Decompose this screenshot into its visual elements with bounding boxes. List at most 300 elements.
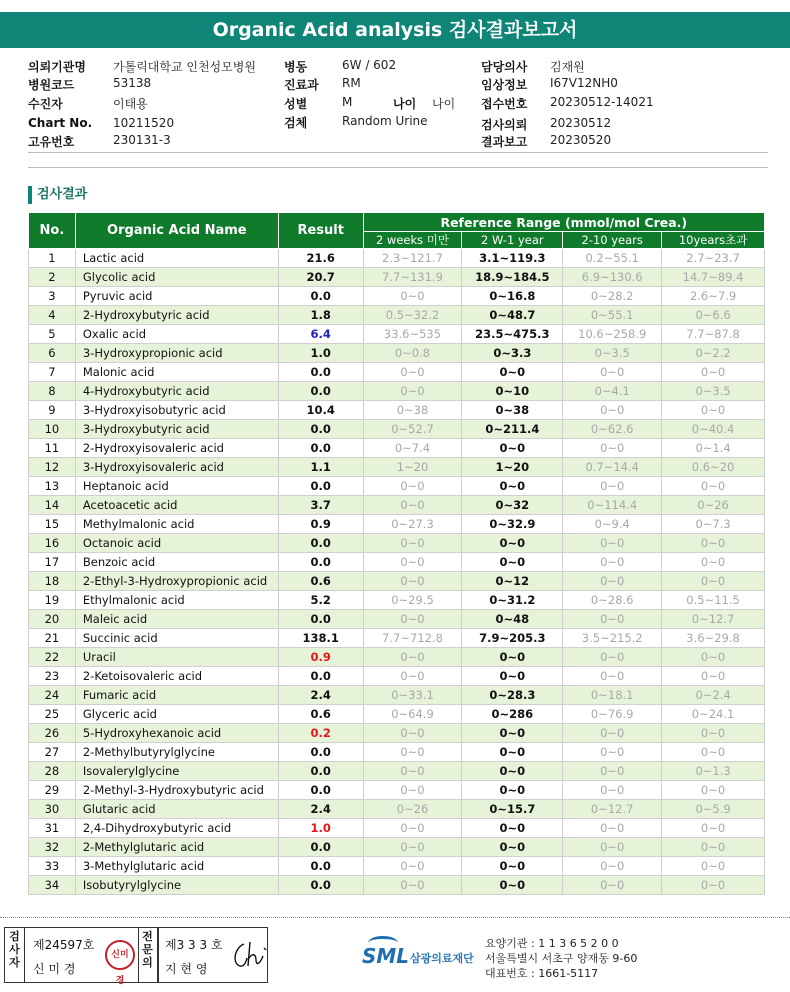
result-value: 0.0 [278,876,363,895]
result-value: 0.0 [278,762,363,781]
acid-name: 2-Methylglutaric acid [75,838,278,857]
acid-name: Benzoic acid [75,553,278,572]
info-value: 나이 [432,97,456,111]
ref-2-10y: 0~76.9 [563,705,662,724]
ref-over-10y: 0~0 [662,819,765,838]
ref-2w-1y: 0~0 [462,762,563,781]
ref-under-2w: 0~27.3 [363,515,462,534]
table-row [29,876,765,895]
info-label: 접수번호 [481,97,528,111]
result-value: 1.0 [278,344,363,363]
info-label: 의뢰기관명 [28,60,86,74]
acid-name: 2-Hydroxybutyric acid [75,306,278,325]
row-no: 3 [29,287,76,306]
ref-under-2w: 0~33.1 [363,686,462,705]
ref-over-10y: 0~0 [662,724,765,743]
ref-over-10y: 0~7.3 [662,515,765,534]
ref-2w-1y: 0~0 [462,553,563,572]
ref-2-10y: 0~0 [563,477,662,496]
result-value: 0.0 [278,781,363,800]
table-row [29,534,765,553]
acid-name: Methylmalonic acid [75,515,278,534]
acid-name: 2-Ethyl-3-Hydroxypropionic acid [75,572,278,591]
table-row [29,705,765,724]
ref-2-10y: 0~28.6 [563,591,662,610]
ref-under-2w: 0~0 [363,648,462,667]
row-no: 27 [29,743,76,762]
row-no: 23 [29,667,76,686]
info-value: 20230520 [550,133,612,147]
signature-box [4,927,268,986]
info-value: RM [342,76,361,90]
ref-under-2w: 0~0 [363,572,462,591]
info-label: 임상정보 [481,78,528,92]
ref-over-10y: 0~0 [662,534,765,553]
ref-2-10y: 0~0 [563,724,662,743]
ref-2w-1y: 0~0 [462,838,563,857]
result-value: 0.0 [278,382,363,401]
row-no: 30 [29,800,76,819]
ref-under-2w: 0~0.8 [363,344,462,363]
ref-2-10y: 0~0 [563,876,662,895]
ref-2-10y: 0~0 [563,648,662,667]
table-row [29,401,765,420]
row-no: 9 [29,401,76,420]
ref-under-2w: 0~52.7 [363,420,462,439]
ref-2w-1y: 0~15.7 [462,800,563,819]
acid-name: Succinic acid [75,629,278,648]
ref-over-10y: 0~0 [662,572,765,591]
row-no: 2 [29,268,76,287]
ref-under-2w: 0~0 [363,382,462,401]
info-label: 성별 [284,97,308,111]
ref-2w-1y: 0~0 [462,781,563,800]
ref-over-10y: 0~0 [662,667,765,686]
info-value: 20230512-14021 [550,95,654,109]
address-line: 요양기관 : 1 1 3 6 5 2 0 0 [485,937,619,950]
table-row [29,458,765,477]
ref-2-10y: 0~0 [563,572,662,591]
org-name: 삼광의료재단 [410,952,474,965]
ref-under-2w: 1~20 [363,458,462,477]
ref-2-10y: 0~4.1 [563,382,662,401]
ref-over-10y: 0~0 [662,477,765,496]
result-value: 0.0 [278,838,363,857]
ref-over-10y: 0~0 [662,781,765,800]
row-no: 33 [29,857,76,876]
acid-name: 2-Ketoisovaleric acid [75,667,278,686]
ref-under-2w: 0~0 [363,762,462,781]
info-value: 230131-3 [113,133,171,147]
section-title: 검사결과 [28,186,87,204]
row-no: 10 [29,420,76,439]
info-label: 고유번호 [28,135,75,149]
ref-under-2w: 0~7.4 [363,439,462,458]
table-row [29,743,765,762]
ref-2w-1y: 0~32 [462,496,563,515]
result-value: 0.0 [278,610,363,629]
ref-2w-1y: 0~48.7 [462,306,563,325]
col-header-range: 2 W-1 year [462,232,563,249]
col-header-range: 2 weeks 미만 [363,232,462,249]
ref-2w-1y: 23.5~475.3 [462,325,563,344]
table-row [29,629,765,648]
patient-info [28,55,768,149]
info-value: 가톨릭대학교 인천성모병원 [113,60,256,74]
ref-2w-1y: 0~0 [462,648,563,667]
row-no: 26 [29,724,76,743]
ref-2w-1y: 0~28.3 [462,686,563,705]
acid-name: Malonic acid [75,363,278,382]
ref-2-10y: 0~114.4 [563,496,662,515]
acid-name: Isovalerylglycine [75,762,278,781]
ref-2w-1y: 0~0 [462,439,563,458]
ref-under-2w: 33.6~535 [363,325,462,344]
result-value: 0.0 [278,287,363,306]
specialist-label: 전 문 의 [138,928,158,982]
result-value: 10.4 [278,401,363,420]
ref-over-10y: 0~0 [662,876,765,895]
ref-under-2w: 0~0 [363,724,462,743]
ref-2-10y: 0~0 [563,838,662,857]
info-value: 김재원 [550,60,585,74]
table-row [29,325,765,344]
ref-under-2w: 0~0 [363,876,462,895]
specialist-signature-icon [230,938,270,972]
info-value: 10211520 [113,116,175,130]
ref-2w-1y: 18.9~184.5 [462,268,563,287]
tester-license: 제24597호 [33,938,95,952]
ref-2-10y: 0~0 [563,819,662,838]
table-row [29,344,765,363]
ref-2-10y: 0.7~14.4 [563,458,662,477]
result-value: 0.0 [278,857,363,876]
result-value: 6.4 [278,325,363,344]
ref-2-10y: 0~9.4 [563,515,662,534]
acid-name: 3-Hydroxyisobutyric acid [75,401,278,420]
acid-name: Isobutyrylglycine [75,876,278,895]
ref-2w-1y: 0~32.9 [462,515,563,534]
ref-under-2w: 0~0 [363,363,462,382]
ref-2w-1y: 0~0 [462,667,563,686]
table-row [29,553,765,572]
ref-over-10y: 0~2.4 [662,686,765,705]
result-value: 0.6 [278,705,363,724]
table-row [29,781,765,800]
report-title: Organic Acid analysis 검사결과보고서 [0,12,790,48]
acid-name: 2-Methylbutyrylglycine [75,743,278,762]
ref-2-10y: 0~0 [563,781,662,800]
ref-under-2w: 0~0 [363,743,462,762]
ref-over-10y: 0~0 [662,553,765,572]
info-value: I67V12NH0 [550,76,618,90]
row-no: 17 [29,553,76,572]
result-value: 138.1 [278,629,363,648]
row-no: 11 [29,439,76,458]
ref-2-10y: 0~0 [563,667,662,686]
result-value: 0.0 [278,477,363,496]
result-value: 3.7 [278,496,363,515]
ref-under-2w: 0~38 [363,401,462,420]
row-no: 19 [29,591,76,610]
row-no: 21 [29,629,76,648]
info-label: 수진자 [28,97,63,111]
ref-over-10y: 0~0 [662,648,765,667]
ref-over-10y: 0.5~11.5 [662,591,765,610]
result-value: 2.4 [278,800,363,819]
result-value: 0.0 [278,420,363,439]
ref-2-10y: 0~18.1 [563,686,662,705]
ref-over-10y: 0~3.5 [662,382,765,401]
result-value: 21.6 [278,249,363,268]
table-row [29,382,765,401]
row-no: 13 [29,477,76,496]
ref-2w-1y: 0~0 [462,477,563,496]
row-no: 15 [29,515,76,534]
ref-2w-1y: 0~31.2 [462,591,563,610]
info-label: 병원코드 [28,78,75,92]
ref-under-2w: 0~0 [363,838,462,857]
acid-name: Glutaric acid [75,800,278,819]
result-value: 1.1 [278,458,363,477]
ref-2w-1y: 0~0 [462,819,563,838]
info-value: 20230512 [550,116,612,130]
acid-name: Glycolic acid [75,268,278,287]
signature-divider [158,928,159,982]
table-row [29,439,765,458]
ref-2-10y: 0~0 [563,762,662,781]
table-row [29,572,765,591]
sml-logo [362,936,482,972]
row-no: 34 [29,876,76,895]
row-no: 7 [29,363,76,382]
row-no: 32 [29,838,76,857]
ref-2-10y: 0.2~55.1 [563,249,662,268]
logo-text: SML [362,944,410,968]
row-no: 18 [29,572,76,591]
ref-2w-1y: 0~211.4 [462,420,563,439]
ref-2w-1y: 0~12 [462,572,563,591]
info-label: 결과보고 [481,135,528,149]
acid-name: Pyruvic acid [75,287,278,306]
ref-under-2w: 0~0 [363,857,462,876]
tester-name: 신 미 경 [33,962,76,976]
ref-2-10y: 0~0 [563,857,662,876]
acid-name: Heptanoic acid [75,477,278,496]
divider [28,152,768,153]
result-value: 0.0 [278,534,363,553]
address-line: 서울특별시 서초구 양재동 9-60 [485,952,638,965]
ref-2-10y: 0~0 [563,743,662,762]
table-row [29,268,765,287]
ref-2w-1y: 0~286 [462,705,563,724]
acid-name: Octanoic acid [75,534,278,553]
acid-name: 5-Hydroxyhexanoic acid [75,724,278,743]
table-row [29,724,765,743]
row-no: 22 [29,648,76,667]
ref-over-10y: 0~0 [662,363,765,382]
row-no: 20 [29,610,76,629]
acid-name: 3-Hydroxypropionic acid [75,344,278,363]
acid-name: 4-Hydroxybutyric acid [75,382,278,401]
ref-2-10y: 0~0 [563,401,662,420]
table-row [29,496,765,515]
result-value: 0.2 [278,724,363,743]
row-no: 24 [29,686,76,705]
ref-2-10y: 3.5~215.2 [563,629,662,648]
ref-2w-1y: 0~3.3 [462,344,563,363]
ref-over-10y: 0.6~20 [662,458,765,477]
tester-label: 검 사 자 [5,928,25,982]
acid-name: Glyceric acid [75,705,278,724]
acid-name: 3-Methylglutaric acid [75,857,278,876]
col-header-reference: Reference Range (mmol/mol Crea.) [363,213,764,232]
acid-name: Lactic acid [75,249,278,268]
ref-2-10y: 0~55.1 [563,306,662,325]
ref-2-10y: 0~12.7 [563,800,662,819]
result-value: 1.8 [278,306,363,325]
ref-over-10y: 0~0 [662,857,765,876]
ref-2-10y: 10.6~258.9 [563,325,662,344]
result-value: 0.0 [278,363,363,382]
acid-name: 3-Hydroxyisovaleric acid [75,458,278,477]
specialist-name: 지 현 영 [165,962,208,976]
result-value: 0.0 [278,553,363,572]
org-address [485,936,637,981]
table-row [29,819,765,838]
ref-over-10y: 0~0 [662,743,765,762]
col-header-range: 10years초과 [662,232,765,249]
result-value: 0.6 [278,572,363,591]
row-no: 5 [29,325,76,344]
ref-under-2w: 0~0 [363,819,462,838]
info-label: 병동 [284,60,308,74]
ref-over-10y: 0~5.9 [662,800,765,819]
table-row [29,686,765,705]
ref-over-10y: 3.6~29.8 [662,629,765,648]
specialist-license: 제3 3 3 호 [165,938,223,952]
info-value: M [342,95,353,109]
row-no: 8 [29,382,76,401]
ref-under-2w: 0~0 [363,496,462,515]
ref-under-2w: 0~0 [363,781,462,800]
table-row [29,800,765,819]
ref-under-2w: 7.7~712.8 [363,629,462,648]
ref-over-10y: 2.6~7.9 [662,287,765,306]
ref-under-2w: 0~0 [363,667,462,686]
col-header-no: No. [29,213,76,249]
ref-2-10y: 0~0 [563,363,662,382]
row-no: 29 [29,781,76,800]
result-value: 1.0 [278,819,363,838]
row-no: 31 [29,819,76,838]
table-row [29,667,765,686]
ref-under-2w: 0~26 [363,800,462,819]
acid-name: Uracil [75,648,278,667]
ref-2-10y: 0~3.5 [563,344,662,363]
result-value: 20.7 [278,268,363,287]
address-line: 대표번호 : 1661-5117 [485,967,599,980]
col-header-name: Organic Acid Name [75,213,278,249]
acid-name: Oxalic acid [75,325,278,344]
ref-2w-1y: 3.1~119.3 [462,249,563,268]
col-header-result: Result [278,213,363,249]
ref-2w-1y: 0~0 [462,743,563,762]
ref-2-10y: 0~62.6 [563,420,662,439]
ref-2w-1y: 1~20 [462,458,563,477]
ref-2w-1y: 0~0 [462,857,563,876]
ref-2-10y: 0~0 [563,534,662,553]
acid-name: 2-Hydroxyisovaleric acid [75,439,278,458]
row-no: 6 [29,344,76,363]
table-row [29,838,765,857]
info-label: 검사의뢰 [481,118,528,132]
table-row [29,287,765,306]
acid-name: 3-Hydroxybutyric acid [75,420,278,439]
info-value: 이태용 [113,97,148,111]
ref-2w-1y: 0~10 [462,382,563,401]
table-row [29,363,765,382]
ref-over-10y: 2.7~23.7 [662,249,765,268]
table-row [29,515,765,534]
ref-2w-1y: 0~48 [462,610,563,629]
acid-name: 2,4-Dihydroxybutyric acid [75,819,278,838]
ref-2-10y: 0~0 [563,610,662,629]
row-no: 12 [29,458,76,477]
results-table [28,212,765,895]
info-label: 진료과 [284,78,319,92]
col-header-range: 2-10 years [563,232,662,249]
ref-2-10y: 0~0 [563,553,662,572]
ref-over-10y: 0~0 [662,401,765,420]
row-no: 14 [29,496,76,515]
ref-over-10y: 0~24.1 [662,705,765,724]
ref-over-10y: 0~26 [662,496,765,515]
ref-under-2w: 0~0 [363,287,462,306]
ref-2w-1y: 0~38 [462,401,563,420]
ref-over-10y: 14.7~89.4 [662,268,765,287]
row-no: 25 [29,705,76,724]
ref-over-10y: 0~6.6 [662,306,765,325]
row-no: 28 [29,762,76,781]
ref-over-10y: 0~0 [662,838,765,857]
table-row [29,477,765,496]
ref-2-10y: 0~28.2 [563,287,662,306]
ref-under-2w: 2.3~121.7 [363,249,462,268]
row-no: 1 [29,249,76,268]
ref-under-2w: 0~0 [363,477,462,496]
row-no: 4 [29,306,76,325]
result-value: 0.0 [278,667,363,686]
result-value: 5.2 [278,591,363,610]
ref-under-2w: 0~0 [363,534,462,553]
ref-2w-1y: 0~0 [462,724,563,743]
ref-2-10y: 6.9~130.6 [563,268,662,287]
info-value: 53138 [113,76,152,90]
ref-over-10y: 0~12.7 [662,610,765,629]
table-row [29,857,765,876]
table-row [29,610,765,629]
ref-over-10y: 7.7~87.8 [662,325,765,344]
ref-2-10y: 0~0 [563,439,662,458]
result-value: 0.9 [278,515,363,534]
ref-under-2w: 7.7~131.9 [363,268,462,287]
ref-under-2w: 0~0 [363,610,462,629]
result-value: 0.0 [278,439,363,458]
ref-under-2w: 0.5~32.2 [363,306,462,325]
info-value: 6W / 602 [342,58,397,72]
table-row [29,591,765,610]
